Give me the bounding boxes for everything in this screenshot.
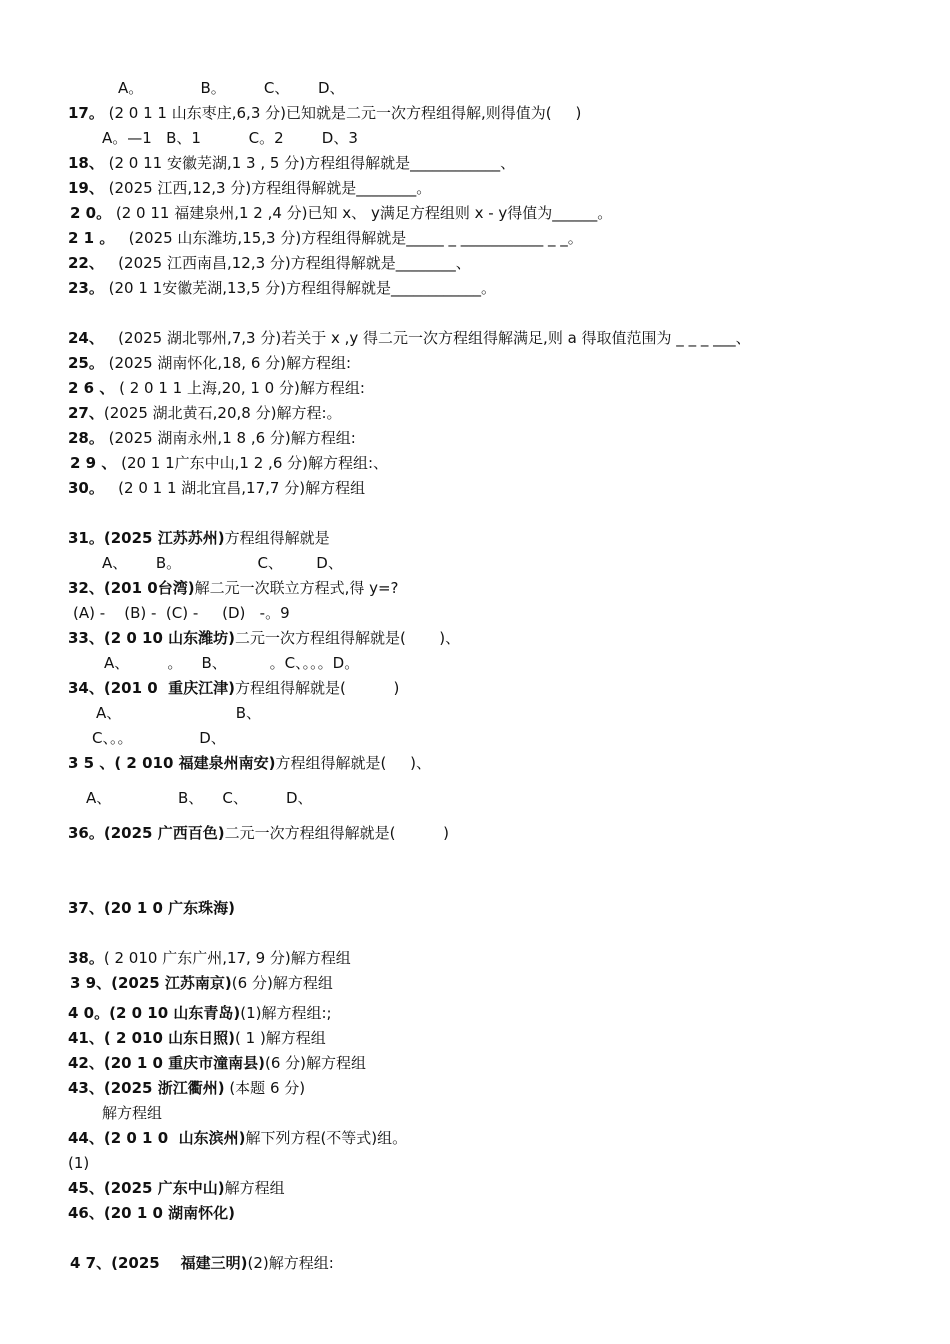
question-source: (2025 福建三明)	[111, 1254, 248, 1272]
question-text: (20 1 1安徽芜湖,13,5 分)方程组得解就是____________。	[103, 279, 496, 297]
question-text: (2025 江西,12,3 分)方程组得解就是________。	[103, 179, 432, 197]
question-number: 36。	[68, 824, 104, 842]
question-source: (201 0台湾)	[103, 579, 195, 597]
question-text: ( 2 010 广东广州,17, 9 分)解方程组	[103, 949, 351, 967]
question-number: 32、	[68, 579, 104, 597]
question-text: (2 0 1 1 湖北宜昌,17,7 分)解方程组	[103, 479, 366, 497]
question-46	[68, 1203, 235, 1223]
question-number: 3 5 、	[68, 754, 115, 772]
question-text: (1)解方程组:;	[240, 1004, 332, 1022]
question-number: 2 6 、	[68, 379, 115, 397]
question-text: (6 分)解方程组	[231, 974, 333, 992]
question-41	[68, 1028, 326, 1048]
text: 解方程组	[102, 1104, 163, 1122]
sub-item	[68, 1153, 89, 1173]
question-source: (2025 江苏南京)	[111, 974, 232, 992]
question-28	[68, 428, 356, 448]
question-text: 解下列方程(不等式)组。	[245, 1129, 408, 1147]
options-line	[86, 788, 313, 808]
question-text: (2025 湖南永州,1 8 ,6 分)解方程组:	[103, 429, 356, 447]
question-18	[68, 153, 515, 173]
question-text: (6 分)解方程组	[265, 1054, 367, 1072]
options-line	[118, 78, 345, 98]
question-text: ( 2 0 1 1 上海,20, 1 0 分)解方程组:	[114, 379, 365, 397]
question-number: 4 7、	[70, 1254, 112, 1272]
question-number: 18、	[68, 154, 104, 172]
question-source: (2025 广东中山)	[103, 1179, 225, 1197]
question-32	[68, 578, 399, 598]
question-number: 23。	[68, 279, 104, 297]
question-text: 方程组得解就是( )、	[275, 754, 432, 772]
question-source: (20 1 0 广东珠海)	[103, 899, 236, 917]
question-30	[68, 478, 365, 498]
question-39	[70, 973, 333, 993]
text: A。 B。 C、 D、	[118, 79, 345, 97]
text: C、。。 D、	[92, 729, 226, 747]
question-44	[68, 1128, 407, 1148]
question-number: 4 0。	[68, 1004, 110, 1022]
question-source: (2 0 1 0 山东滨州)	[103, 1129, 246, 1147]
question-number: 19、	[68, 179, 104, 197]
question-source: (20 1 0 重庆市潼南县)	[103, 1054, 266, 1072]
question-22	[68, 253, 471, 273]
question-text: ( 1 )解方程组	[235, 1029, 326, 1047]
question-text: (2 0 11 福建泉州,1 2 ,4 分)已知 x、 y满足方程组则 x - y得值为______。	[111, 204, 613, 222]
text: A、 。 B、 。C、。。。D。	[104, 654, 360, 672]
question-number: 30。	[68, 479, 104, 497]
question-text: (2025 江西南昌,12,3 分)方程组得解就是________、	[103, 254, 471, 272]
question-21	[68, 228, 583, 248]
question-number: 31。	[68, 529, 104, 547]
question-number: 2 9 、	[70, 454, 117, 472]
question-35	[68, 753, 431, 773]
options-line	[102, 128, 358, 148]
question-text: (2)解方程组:	[247, 1254, 334, 1272]
question-text: 二元一次方程组得解就是( )、	[235, 629, 461, 647]
text: A、 B、 C、 D、	[86, 789, 313, 807]
text: (A) - (B) - (C) - (D) -。9	[73, 604, 290, 622]
question-text: (2025 湖北鄂州,7,3 分)若关于 x ,y 得二元一次方程组得解满足,则 a 得取值范围为 _ _ _ ___、	[103, 329, 751, 347]
question-text-line	[102, 1103, 162, 1123]
question-number: 3 9、	[70, 974, 112, 992]
question-number: 41、	[68, 1029, 104, 1047]
question-33	[68, 628, 460, 648]
options-line	[102, 553, 343, 573]
question-number: 2 1 。	[68, 229, 115, 247]
question-19	[68, 178, 431, 198]
question-43	[68, 1078, 305, 1098]
question-number: 34、	[68, 679, 104, 697]
question-24	[68, 328, 751, 348]
question-source: (201 0 重庆江津)	[103, 679, 236, 697]
question-25	[68, 353, 351, 373]
question-text: (2025 湖北黄石,20,8 分)解方程:。	[103, 404, 342, 422]
question-source: (2 0 10 山东青岛)	[109, 1004, 241, 1022]
question-38	[68, 948, 351, 968]
question-text: (2025 湖南怀化,18, 6 分)解方程组:	[103, 354, 352, 372]
question-45	[68, 1178, 285, 1198]
question-text: (2 0 11 安徽芜湖,1 3 , 5 分)方程组得解就是____________、	[103, 154, 516, 172]
question-20	[70, 203, 612, 223]
options-line	[96, 703, 261, 723]
question-text: 解二元一次联立方程式,得 y=?	[194, 579, 399, 597]
question-number: 2 0。	[70, 204, 112, 222]
question-34	[68, 678, 399, 698]
text: A、 B。 C、 D、	[102, 554, 343, 572]
question-number: 46、	[68, 1204, 104, 1222]
question-40	[68, 1003, 332, 1023]
question-text: 方程组得解就是( )	[235, 679, 400, 697]
question-number: 22、	[68, 254, 104, 272]
question-source: (2 0 10 山东潍坊)	[103, 629, 236, 647]
question-text: (本题 6 分)	[224, 1079, 306, 1097]
question-source: (2025 江苏苏州)	[103, 529, 225, 547]
question-number: 17。	[68, 104, 104, 122]
question-text: 解方程组	[224, 1179, 285, 1197]
question-number: 45、	[68, 1179, 104, 1197]
question-17	[68, 103, 581, 123]
options-line	[104, 653, 359, 673]
question-23	[68, 278, 496, 298]
question-number: 24、	[68, 329, 104, 347]
question-number: 27、	[68, 404, 104, 422]
question-42	[68, 1053, 366, 1073]
question-number: 43、	[68, 1079, 104, 1097]
question-source: ( 2 010 福建泉州南安)	[114, 754, 276, 772]
question-36	[68, 823, 449, 843]
question-27	[68, 403, 342, 423]
question-number: 37、	[68, 899, 104, 917]
options-line	[73, 603, 290, 623]
question-26	[68, 378, 365, 398]
question-text: (2025 山东潍坊,15,3 分)方程组得解就是_____ _ ___________ _ _。	[114, 229, 583, 247]
question-text: 方程组得解就是	[224, 529, 330, 547]
question-text: (2 0 1 1 山东枣庄,6,3 分)已知就是二元一次方程组得解,则得值为( )	[103, 104, 582, 122]
question-source: (2025 浙江衢州)	[103, 1079, 225, 1097]
question-47	[70, 1253, 334, 1273]
options-line	[92, 728, 226, 748]
text: A、 B、	[96, 704, 261, 722]
question-29	[70, 453, 388, 473]
text: A。—1 B、1 C。2 D、3	[102, 129, 358, 147]
question-text: 二元一次方程组得解就是( )	[224, 824, 449, 842]
question-source: ( 2 010 山东日照)	[103, 1029, 236, 1047]
question-source: (20 1 0 湖南怀化)	[103, 1204, 236, 1222]
question-number: 33、	[68, 629, 104, 647]
question-number: 44、	[68, 1129, 104, 1147]
text: (1)	[68, 1154, 90, 1172]
question-31	[68, 528, 330, 548]
question-number: 42、	[68, 1054, 104, 1072]
question-source: (2025 广西百色)	[103, 824, 225, 842]
question-number: 28。	[68, 429, 104, 447]
question-37	[68, 898, 235, 918]
question-text: (20 1 1广东中山,1 2 ,6 分)解方程组:、	[116, 454, 389, 472]
question-number: 38。	[68, 949, 104, 967]
question-number: 25。	[68, 354, 104, 372]
